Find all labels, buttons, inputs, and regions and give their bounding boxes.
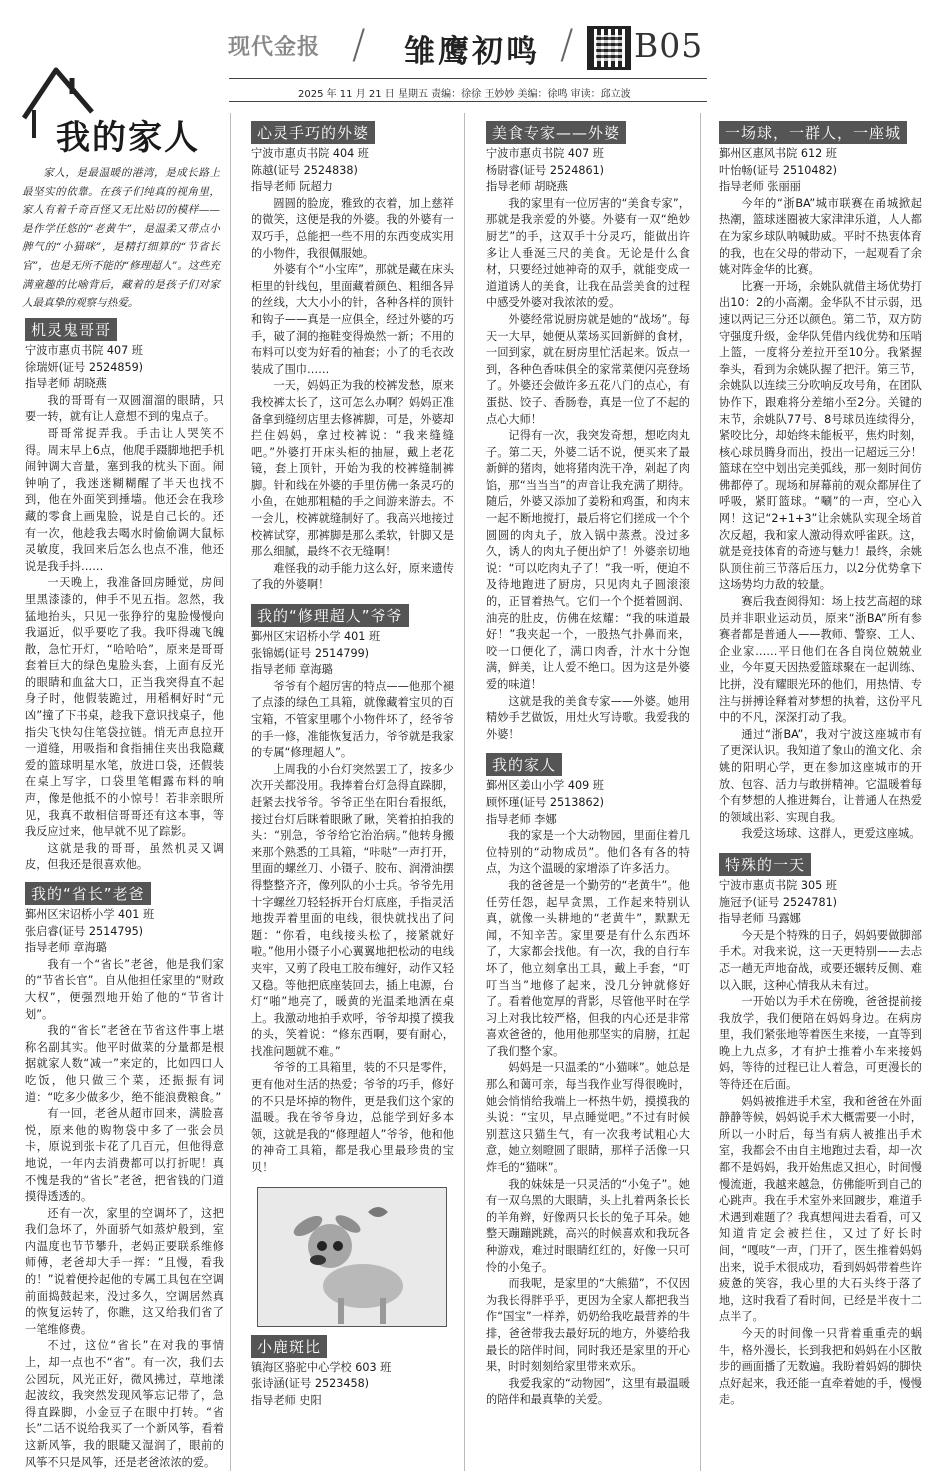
article-paragraph: 圆圆的脸庞，雅致的衣着，加上慈祥的微笑，这便是我的外婆。我的外婆有一双巧手，总能把一些不用的东西变成实用的小物件，我很佩服她。	[251, 196, 454, 260]
article-paragraph: 妈妈是一只温柔的“小猫咪”。她总是那么和蔼可亲，每当我作业写得很晚时，她会悄悄给我端上一杯热牛奶，摸摸我的头说：“宝贝，早点睡觉吧。”不过有时候别惹这只猫生气，有一次我考试粗心大意，她立刻瞪圆了眼睛，那样子活像一只炸毛的“猫咪”。	[486, 1061, 690, 1175]
masthead	[0, 0, 934, 110]
article-paragraph: 一天，妈妈正为我的校裤发愁，原来我校裤太长了，这可怎么办啊？妈妈正准备拿到缝纫店里去修裤脚，可是，外婆却拦住妈妈，拿过校裤说：“我来缝缝吧。”外婆打开床头柜的抽屉，戴上老花镜，套上顶针，开始为我的校裤缝制裤脚。针和线在外婆的手里仿佛一条灵巧的小鱼，在她那粗糙的手之间游来游去。不一会儿，校裤就缝制好了。我高兴地接过校裤试穿，那裤脚是那么柔软，针脚又是那么细腻，最终不衣无缝啊！	[251, 379, 454, 559]
article-paragraph: 上周我的小台灯突然罢工了，按多少次开关都没用。我捧着台灯急得直跺脚，赶紧去找爷爷。爷爷正坐在阳台看报纸，接过台灯后眯着眼瞅了瞅，笑着拍拍我的头：“别急，爷爷给它治治病。”他转身搬来那个熟悉的工具箱，“咔哒”一声打开，里面的螺丝刀、小镊子、胶布、润滑油摆得整整齐齐，像列队的小士兵。爷爷先用十字螺丝刀轻轻拆开台灯底座，手指灵活地拨弄着里面的电线，很快就找出了问题：“你看，电线接头松了，接紧就好啦。”他用小镊子小心翼翼地把松动的电线夹牢，又剪了段电工胶布缠好，动作又轻又稳。等他把底座装回去，插上电源，台灯“啪”地亮了，暖黄的光温柔地洒在桌上。我激动地拍手欢呼，爷爷却摸了摸我的头，笑着说：“修东西啊，要有耐心，找准问题就不难。”	[251, 762, 454, 1058]
column-rule	[700, 113, 701, 1471]
artwork-fawn-drawing	[257, 1187, 447, 1327]
article-paragraph: 难怪我的动手能力这么好，原来遗传了我的外婆啊！	[251, 561, 454, 592]
article-school: 宁波市惠贞书院 407 班	[486, 147, 604, 160]
divider-slash: /	[352, 22, 366, 68]
column-1	[25, 318, 224, 1478]
article-title: 我的家人	[486, 753, 562, 776]
article	[25, 882, 224, 1471]
article-author: 张诗涵(证号 2523458)	[251, 1377, 370, 1391]
article-teacher: 指导老师 胡晓燕	[25, 377, 107, 391]
article-paragraph: 赛后我查阅得知：场上技艺高超的球员并非职业运动员，原来“浙BA”所有参赛者都是普通人——教师、警察、工人、企业家……平日他们在各自岗位兢兢业业，今年夏天因热爱篮球聚在一起训练、比拼，没有耀眼光环的他们，用热情、专注与拼搏诠释着对梦想的执着，这份平凡中的不凡，深深打动了我。	[719, 595, 922, 725]
article-paragraph: 今天是个特殊的日子，妈妈要做脚部手术。对我来说，这一天更特别——去忐忑一趟无声地奋战，或要还辗转反侧、难以入眠，这种心情我从未有过。	[719, 928, 922, 992]
publication-name: 现代金报	[228, 34, 321, 60]
article-title: 我的“修理超人”爷爷	[251, 604, 409, 627]
article	[486, 753, 690, 1409]
header-rule	[229, 78, 707, 79]
column-2	[251, 121, 454, 1473]
article-paragraph: 爷爷的工具箱里，装的不只是零件，更有他对生活的热爱；爷爷的巧手，修好的不只是坏掉的物件，更是我们这个家的温暖。我在爷爷身边，总能学到好多本领，这就是我的“修理超人”爷爷，他和他的神奇工具箱，都是我心里最珍贵的宝贝！	[251, 1061, 454, 1175]
article-title: 小鹿斑比	[251, 1335, 327, 1358]
article-paragraph: 我的爸爸是一个勤劳的“老黄牛”。他任劳任怨，起早贪黑，工作起来特别认真，就像一头耕地的“老黄牛”，默默无闻，不知辛苦。家里要是有什么东西坏了，大家都会找他。有一次，我的自行车坏了，他立刻拿出工具，戴上手套，“叮叮当当”地修了起来，没几分钟就修好了。看着他宽厚的背影，尽管他平时在学习上对我比较严格，但我的内心还是非常喜欢爸爸的，他用他那坚实的肩膀，扛起了我们整个家。	[486, 878, 690, 1058]
article-teacher: 指导老师 胡晓燕	[486, 180, 568, 194]
article-author: 施冠予(证号 2524781)	[719, 895, 838, 909]
article	[719, 853, 922, 1409]
article-paragraph: 这就是我的美食专家——外婆。她用精妙手艺做饭，用灶火写诗歌。我爱我的外婆！	[486, 694, 690, 741]
article	[251, 121, 454, 594]
article-title: 美食专家——外婆	[486, 121, 626, 144]
article-paragraph: 我爱我家的“动物园”，这里有最温暖的陪伴和最真挚的关爱。	[486, 1376, 690, 1407]
article-paragraph: 记得有一次，我突发奇想，想吃肉丸子。第二天，外婆二话不说，便买来了最新鲜的猪肉，她将猪肉洗干净，剁起了肉馅，那“当当当”的声音让我充满了期待。随后，外婆又添加了姜粉和鸡蛋，和肉末一起不断地搅打，最后将它们搓成一个个圆圆的肉丸子，放入锅中蒸煮。没过多久，诱人的肉丸子便出炉了！外婆亲切地说：“可以吃肉丸子了！”我一听，便迫不及待地跑进了厨房，只见肉丸子圆滚滚的，正冒着热气。它们一个个挺着圆润、油亮的肚皮，仿佛在炫耀：“我的味道最好！”我夹起一个，一股热气扑鼻而来，咬一口便化了，满口肉香，汁水十分饱满，鲜美，让人爱不绝口。因为这是外婆爱的味道！	[486, 429, 690, 691]
article-title: 一场球，一群人，一座城	[719, 121, 907, 144]
article-author: 顾怀瑾(证号 2513862)	[486, 795, 605, 809]
article-teacher: 指导老师 章海璐	[25, 941, 107, 955]
article-paragraph: 我爱这场球、这群人，更爱这座城。	[741, 827, 921, 841]
column-rule	[464, 113, 465, 1471]
column-4	[719, 121, 922, 1473]
column-3	[486, 121, 690, 1473]
article-school: 鄞州区宋诏桥小学 401 班	[251, 630, 381, 644]
header-rule	[229, 101, 707, 102]
article-paragraph: 外婆经常说厨房就是她的“战场”。每天一大早，她便从菜场买回新鲜的食材，一回到家，就在厨房里忙活起来。饭点一到，各种色香味俱全的家常菜便闪亮登场了。外婆还会做许多五花八门的点心，有蛋挞、饺子、香肠卷，真是一位了不起的点心大师！	[486, 312, 690, 426]
article-school: 宁波市惠贞书院 407 班	[25, 344, 143, 357]
article-paragraph: 哥哥常捉弄我。手击让人哭笑不得。周末早上6点，他爬手蹑脚地把手机闹钟调大音量，塞到我的枕头下面。闹钟响了，我迷迷糊糊醒了半天也找不到，他在外面笑到捶墙。他还会在我珍藏的零食上画鬼脸，说是自己长的。还有一次，他趁我去喝水时偷偷调大鼠标灵敏度，我回来后怎么也点不准，他还说是我手抖……	[25, 426, 224, 573]
article-paragraph: 这就是我的哥哥，虽然机灵又调皮，但我还是很喜欢他。	[25, 841, 224, 872]
article-paragraph: 外婆有个“小宝库”，那就是藏在床头柜里的针线包，里面藏着颜色、粗细各异的丝线，大大小小的针，各种各样的顶针和钩子——真是一应俱全，经过外婆的巧手，破了洞的拖鞋变得焕然一新；不用的布料可以变为好看的袖套；小了的毛衣改装成了围巾……	[251, 263, 454, 376]
article-teacher: 指导老师 章海璐	[251, 663, 333, 677]
page-number: B05	[634, 26, 704, 65]
article-paragraph: 不过，这位“省长”在对我的事情上，却一点也不“省”。有一次，我们去公园玩，风光正好，微风拂过，草地漾起波纹，我突然发现风筝忘记带了，急得直跺脚，小金豆子在眼中打转。“省长”二话不说给我买了一个新风筝，看着这新风筝，我的眼睫又湿润了，眼前的风筝不只是风筝，还是老爸浓浓的爱。	[25, 1339, 224, 1469]
divider-slash: /	[560, 22, 574, 68]
article-paragraph: 我的家里有一位厉害的“美食专家”，那就是我亲爱的外婆。外婆有一双“绝妙厨艺”的手，这双手十分灵巧，能做出许多让人垂涎三尺的美食。无论是什么食材，只要经过她神奇的双手，就能变成一道道诱人的美食，让我在品尝美食的过程中感受外婆对我浓浓的爱。	[486, 196, 690, 310]
theme-intro: 家人，是最温暖的港湾，是成长路上最坚实的依靠。在孩子们纯真的视角里，家人有着千奇百怪又无比贴切的模样——是作学任悠的“老黄牛”，是温柔又带点小脾气的“小猫咪”，是精打细算的“节省长官”，也是无所不能的“修理超人”。这些充满童趣的比喻背后，藏着的是孩子们对家人最真挚的观察与热爱。	[22, 167, 220, 310]
article-paragraph: 而我呢，是家里的“大熊猫”，不仅因为我长得胖乎乎，更因为全家人都把我当作“国宝”一样养，奶奶给我吃最营养的牛排，爸爸带我去最好玩的地方，外婆给我最长的陪伴时间，同时我还是家里的开心果，时时刻刻给家里带来欢乐。	[486, 1277, 690, 1374]
article-teacher: 指导老师 史阳	[251, 1393, 322, 1407]
article-teacher: 指导老师 马露娜	[719, 912, 801, 926]
section-title: 雏鹰初鸣	[404, 34, 540, 70]
article-author: 杨尉睿(证号 2524861)	[486, 163, 605, 177]
article-author: 陈越(证号 2524838)	[251, 163, 358, 177]
article-school: 镇海区骆驼中心学校 603 班	[251, 1360, 392, 1374]
article-title: 心灵手巧的外婆	[251, 121, 375, 144]
article-school: 鄞州区惠风书院 612 班	[719, 147, 837, 160]
article-paragraph: 我的哥哥有一双圆溜溜的眼睛，只要一转，就有让人意想不到的鬼点子。	[25, 393, 224, 424]
article-paragraph: 爷爷有个超厉害的特点——他那个褪了点漆的绿色工具箱，就像藏着宝贝的百宝箱，不管家里哪个小物件坏了，经爷爷的手一修，准能恢复活力，爷爷就是我家的专属“修理超人”。	[251, 679, 454, 760]
article-teacher: 指导老师 李娜	[486, 812, 557, 826]
article-paragraph: 通过“浙BA”，我对宁波这座城市有了更深认识。我知道了象山的渔文化、余姚的阳明心学，更在参加这座城市的开放、包容、活力与敢拼精神。它温暖着每个有梦想的人推进舞台，让普通人在热爱的领域出彩、实现自我。	[719, 727, 922, 824]
article	[486, 121, 690, 743]
article-paragraph: 妈妈被推进手术室，我和爸爸在外面静静等候，妈妈说手术大概需要一小时，所以一小时后，每当有病人被推出手术室，我都会不由自主地跑过去看，却一次都不是妈妈，我开始焦虑又担心，时间慢慢流逝，我越来越急，仿佛能听到自己的心跳声。我在手术室外来回踱步，难道手术遇到难题了？我真想闯进去看看，可又知道肯定会被拦住，又过了好长时间，“嘎吱”一声，门开了，医生推着妈妈出来，说手术很成功，看到妈妈带着些许疲惫的笑容，我心里的大石头终于落了地，这时我看了看时间，已经是半夜十二点半了。	[719, 1094, 922, 1324]
article-paragraph: 比赛一开场，余姚队就借主场优势打出10：2的小高潮。金华队不甘示弱，迅速以两记三分还以颜色。第二节，双方防守强度升级，金华队凭借内线优势和压哨上篮，一度将分差拉开至10分。我紧握拳头，看到为余姚队握了把汗。第三节，余姚队以连续三分吹响反攻号角，在团队协作下，跟难将分差缩小至2分。关键的末节，余姚队77号、8号球员连续得分，紧咬比分，却始终未能板平，焦灼时刻，核心球员腾身而出，投出一记超远三分！篮球在空中划出完美弧线，那一刻时间仿佛都停了。现场和屏幕前的观众都屏住了呼吸，紧盯篮球。“唰”的一声，空心入网！这记“2+1+3”让余姚队实现全场首次反超，我和家人激动得欢呼雀跃。这，就是竞技体育的奇迹与魅力！最终，余姚队顶住前三节落后压力，以2分优势拿下这场势均力敌的较量。	[719, 279, 922, 592]
article-paragraph: 今年的“浙BA”城市联赛在甬城掀起热潮，篮球迷圈被大家津津乐道，人人都在为家乡球队呐喊助威。平时不热衷体育的我，也在父母的带动下，一起观看了余姚对阵金华的比赛。	[719, 196, 922, 277]
article-title: 特殊的一天	[719, 853, 811, 876]
article-author: 叶怡畅(证号 2510482)	[719, 163, 838, 177]
article-teacher: 指导老师 张丽丽	[719, 180, 801, 194]
article	[251, 1335, 454, 1410]
article	[251, 604, 454, 1177]
issue-meta: 2025 年 11 月 21 日 星期五 责编：徐徐 王妙妙 美编：徐鸣 审读：邱立波	[298, 89, 631, 100]
article-paragraph: 我有一个“省长”老爸，他是我们家的“节省长官”。自从他担任家里的“财政大权”，便强烈地开始了他的“节省计划”。	[25, 957, 224, 1021]
article-author: 张锦嫣(证号 2514799)	[251, 646, 370, 660]
article-school: 鄞州区宋诏桥小学 401 班	[25, 908, 155, 921]
article-paragraph: 一天晚上，我准备回房睡觉，房间里黑漆漆的，伸手不见五指。忽然，我猛地抬头，只见一张狰狞的鬼脸慢慢向我逼近，似乎要吃了我。我吓得魂飞魄散，急忙开灯，“哈哈哈”，原来是哥哥套着巨大的绿色鬼脸头套，上面有反光的眼睛和血盆大口，正当我突得直不起身子时，他假装跪过，用稻桐好时“元凶”撞了下书桌，趁我下意识找桌子，他指尖飞快勾住笔袋拉链。悄无声息拉开一道缝，用吸指和食指捕住夹出我隐藏爱的篮球明星水笔，放进口袋，还假装在桌上写字，口袋里笔帽露布料的响声，像是他抵不的小惊号！若非亲眼所见，我真不敢相信哥哥还有这本事，等我反应过来，他早就不见了踪影。	[25, 576, 224, 839]
article	[25, 318, 224, 874]
article-paragraph: 有一回，老爸从超市回来，满脸喜悦，原来他的购物袋中多了一张会员卡，原说到张卡花了几百元，但他得意地说，一年内去消费都可以打折呢！真不愧是我的“省长”老爸，把省钱的门道摸得透透的。	[25, 1107, 224, 1204]
article-school: 鄞州区姜山小学 409 班	[486, 779, 604, 793]
article-author: 张启睿(证号 2514795)	[25, 924, 144, 938]
article-paragraph: 我的妹妹是一只灵活的“小兔子”。她有一双乌黑的大眼睛，头上扎着两条长长的羊角辫，好像两只长长的兔子耳朵。她整天蹦蹦跳跳，高兴的时候喜欢和我玩各种游戏，难过时眼睛红红的，好像一只可怜的小兔子。	[486, 1177, 690, 1274]
article-paragraph: 我的家是一个大动物园，里面住着几位特别的“动物成员”。他们各有各的特点，为这个温暖的家增添了许多活力。	[486, 829, 690, 876]
qr-code-icon[interactable]	[587, 26, 631, 70]
article-paragraph: 我的“省长”老爸在节省这件事上堪称名副其实。他平时做菜的分量都是根据就家人数“减一”来定的，比如四口人吃饭，他只做三个菜，还振振有词道：“吃多少做多少，绝不能浪费粮食。”	[25, 1024, 224, 1104]
article-paragraph: 还有一次，家里的空调坏了，这把我们急坏了，外面骄气如蒸炉般到，室内温度也节节攀升，老妈正要联系维修师傅，老爸却大手一挥：“且慢，看我的！”说着便拎起他的专属工具包在空调前面捣鼓起来，没过多久，空调居然真的恢复运转了，你瞧，这又给我们省了一笔维修费。	[25, 1206, 224, 1336]
article-paragraph: 今天的时间像一只背着重重壳的蜗牛，格外漫长，长到我把和妈妈在小区散步的画面播了无数遍。我盼着妈妈的脚快点好起来，我还能一直牵着她的手，慢慢走。	[719, 1326, 922, 1407]
article-title: 机灵鬼哥哥	[25, 318, 117, 341]
theme-title: 我的家人	[56, 118, 200, 158]
article-school: 宁波市惠贞书院 305 班	[719, 878, 837, 892]
article-paragraph: 一开始以为手术在傍晚，爸爸提前接我放学，我们便陪在妈妈身边。在病房里，我们紧张地等着医生来接，一直等到晚上九点多，才有护士推着小车来接妈妈，等待的过程已让人着急，可更漫长的等待还在后面。	[719, 995, 922, 1092]
column-rule	[230, 113, 231, 1471]
article-school: 宁波市惠贞书院 404 班	[251, 147, 369, 160]
article-author: 徐瑞妍(证号 2524859)	[25, 360, 144, 374]
article-title: 我的“省长”老爸	[25, 882, 151, 905]
article-teacher: 指导老师 阮超力	[251, 180, 333, 194]
article	[719, 121, 922, 843]
